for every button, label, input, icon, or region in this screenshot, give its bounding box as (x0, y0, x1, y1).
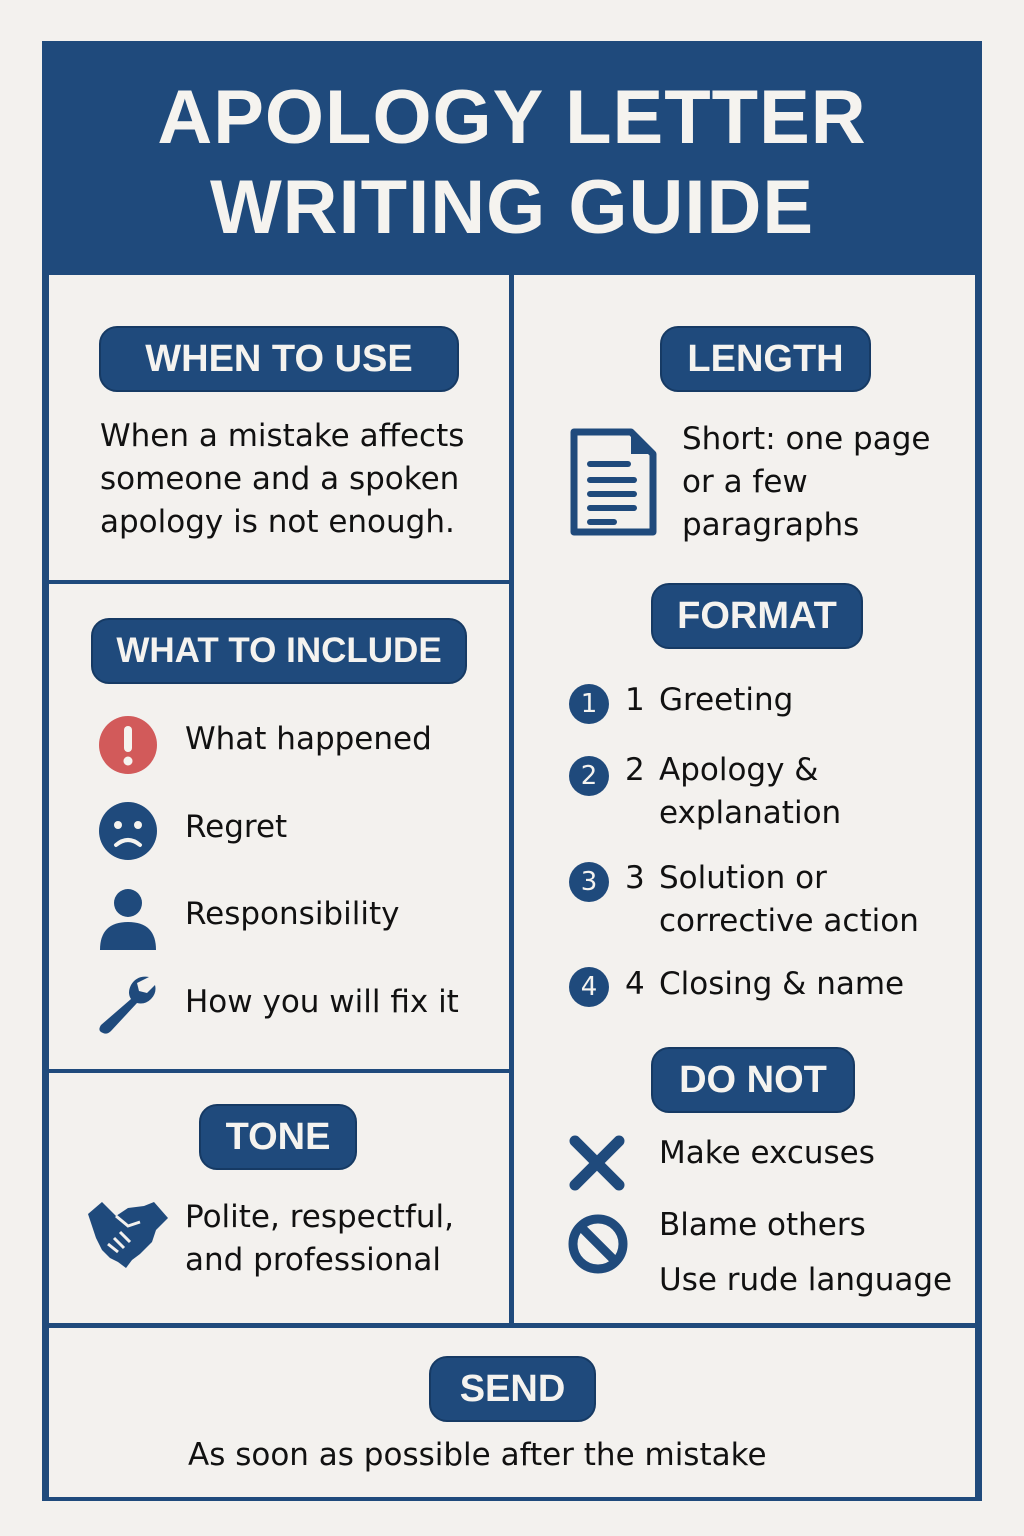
step-badge-4: 4 (569, 967, 609, 1007)
title-line-1: APOLOGY LETTER (157, 75, 867, 160)
step-number-2: 2 (625, 752, 645, 788)
step-badge-3: 3 (569, 862, 609, 902)
when-to-use-heading: WHEN TO USE (99, 326, 459, 392)
divider-vertical (509, 271, 514, 1327)
include-item-responsibility: Responsibility (185, 896, 400, 932)
tone-heading: TONE (199, 1104, 357, 1170)
do-not-heading: DO NOT (651, 1047, 855, 1113)
border-right-inner (975, 271, 978, 1497)
length-text: Short: one page or a few paragraphs (682, 421, 931, 543)
step-number-3: 3 (625, 860, 645, 896)
step-text-1: Greeting (659, 682, 794, 718)
step-badge-1: 1 (569, 684, 609, 724)
do-not-item-blame: Blame others (659, 1207, 866, 1243)
what-to-include-heading: WHAT TO INCLUDE (91, 618, 467, 684)
step-text-2: Apology & explanation (659, 752, 842, 831)
prohibited-icon (567, 1213, 629, 1275)
tone-text: Polite, respectful, and professional (185, 1199, 454, 1278)
step-text-4: Closing & name (659, 966, 905, 1002)
document-icon (569, 427, 657, 537)
include-item-what-happened: What happened (185, 721, 432, 757)
send-text: As soon as possible after the mistake (188, 1437, 767, 1473)
length-heading: LENGTH (660, 326, 871, 392)
page-title (46, 45, 978, 275)
include-item-fix: How you will fix it (185, 984, 459, 1020)
format-heading: FORMAT (651, 583, 863, 649)
person-icon (98, 888, 158, 952)
send-heading: SEND (429, 1356, 596, 1422)
do-not-item-rude: Use rude language (659, 1262, 953, 1298)
divider-left-1 (46, 580, 511, 584)
include-item-regret: Regret (185, 809, 288, 845)
divider-send (46, 1323, 978, 1328)
do-not-item-excuses: Make excuses (659, 1135, 875, 1171)
wrench-icon (97, 975, 159, 1035)
x-icon (569, 1135, 625, 1191)
title-line-2: WRITING GUIDE (209, 165, 815, 250)
border-left-inner (46, 271, 49, 1497)
handshake-icon (88, 1200, 168, 1272)
sad-face-icon (98, 801, 158, 861)
step-number-1: 1 (625, 682, 645, 718)
exclamation-circle-icon (98, 716, 158, 774)
step-number-4: 4 (625, 966, 645, 1002)
step-badge-2: 2 (569, 756, 609, 796)
when-to-use-text: When a mistake affects someone and a spoken apology is not enough. (100, 418, 465, 540)
step-text-3: Solution or corrective action (659, 860, 919, 939)
divider-left-2 (46, 1069, 511, 1073)
